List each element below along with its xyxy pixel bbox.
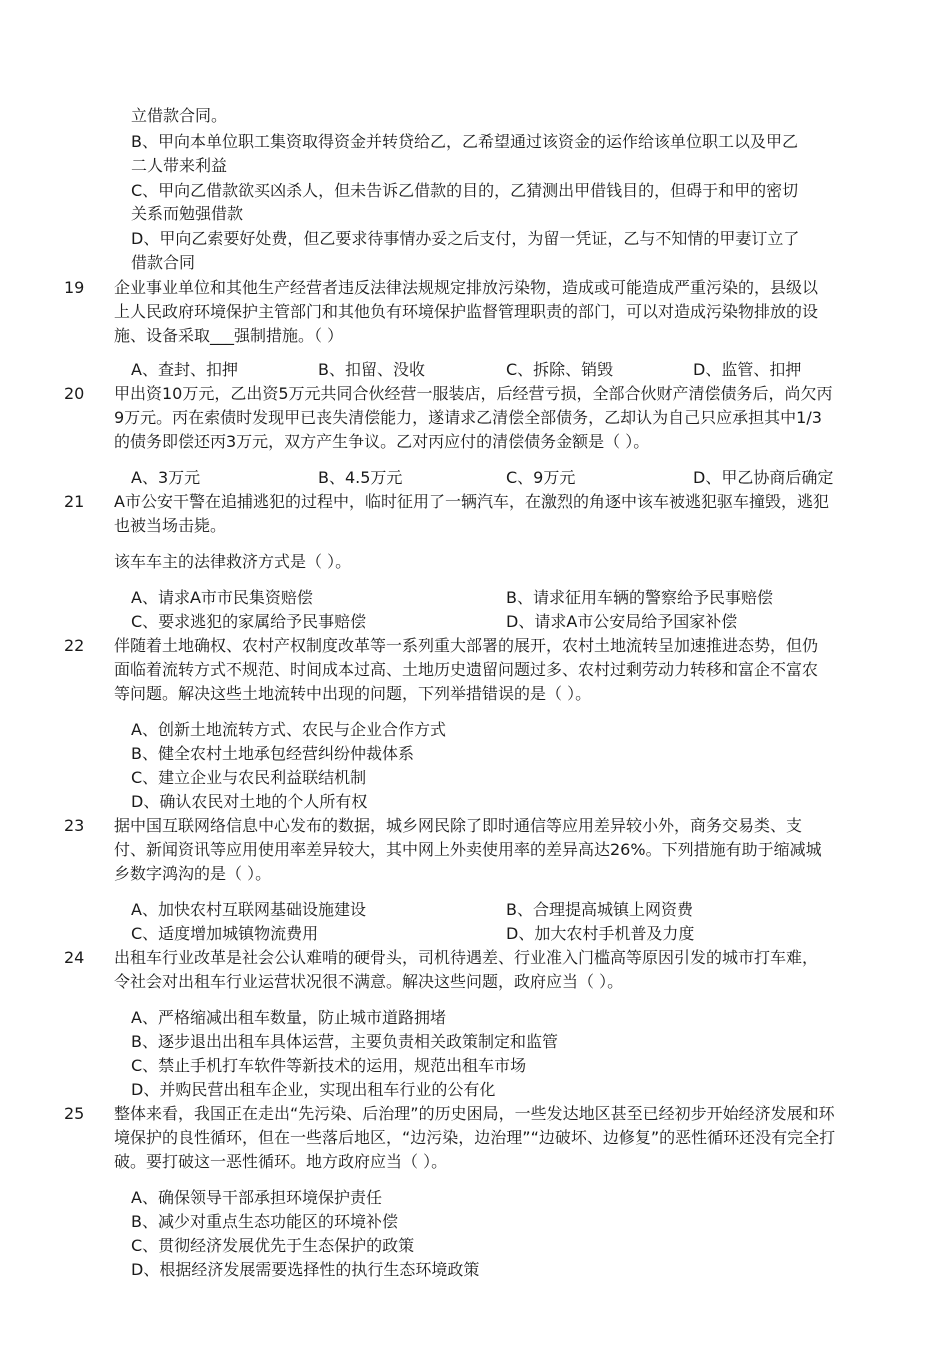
option-d: D、甲乙协商后确定 [693, 468, 834, 487]
question-number: 24 [64, 948, 85, 967]
question-number: 25 [64, 1104, 85, 1123]
option-a: A、严格缩减出租车数量，防止城市道路拥堵 [131, 1008, 446, 1027]
question-number: 23 [64, 816, 85, 835]
option-a: A、3万元 [131, 468, 201, 487]
prev-option-d-line2: 借款合同 [131, 253, 196, 272]
option-b: B、4.5万元 [318, 468, 403, 487]
prev-option-b-line1: B、甲向本单位职工集资取得资金并转贷给乙，乙希望通过该资金的运作给该单位职工以及甲乙 [131, 132, 798, 151]
question-number: 19 [64, 278, 85, 297]
question-stem-line: 等问题。解决这些土地流转中出现的问题，下列举措错误的是（ ）。 [114, 684, 592, 703]
question-stem-line: 的债务即偿还丙3万元，双方产生争议。乙对丙应付的清偿债务金额是（ ）。 [114, 432, 650, 451]
option-c: C、拆除、销毁 [506, 360, 614, 379]
option-c: C、禁止手机打车软件等新技术的运用，规范出租车市场 [131, 1056, 527, 1075]
option-b: B、健全农村土地承包经营纠纷仲裁体系 [131, 744, 414, 763]
option-d: D、并购民营出租车企业，实现出租车行业的公有化 [131, 1080, 496, 1099]
option-d: D、确认农民对土地的个人所有权 [131, 792, 368, 811]
option-b: B、请求征用车辆的警察给予民事赔偿 [506, 588, 773, 607]
question-stem-line: 出租车行业改革是社会公认难啃的硬骨头，司机待遇差、行业准入门槛高等原因引发的城市打车难， [114, 948, 819, 967]
prev-option-c-line1: C、甲向乙借款欲买凶杀人，但未告诉乙借款的目的，乙猜测出甲借钱目的，但碍于和甲的密切 [131, 181, 799, 200]
prev-option-d-line1: D、甲向乙索要好处费，但乙要求待事情办妥之后支付，为留一凭证，乙与不知情的甲妻订立了 [131, 229, 800, 248]
question-number: 22 [64, 636, 85, 655]
option-d: D、监管、扣押 [693, 360, 802, 379]
question-stem-extra: 该车车主的法律救济方式是（ ）。 [114, 552, 352, 571]
question-stem-line: 境保护的良性循环，但在一些落后地区，“边污染，边治理”“边破坏、边修复”的恶性循环还没有完全打 [114, 1128, 836, 1147]
option-c: C、9万元 [506, 468, 576, 487]
option-d: D、请求A市公安局给予国家补偿 [506, 612, 738, 631]
option-d: D、根据经济发展需要选择性的执行生态环境政策 [131, 1260, 480, 1279]
option-c: C、建立企业与农民利益联结机制 [131, 768, 367, 787]
option-d: D、加大农村手机普及力度 [506, 924, 695, 943]
option-b: B、合理提高城镇上网资费 [506, 900, 693, 919]
question-stem-line: 付、新闻资讯等应用使用率差异较大，其中网上外卖使用率的差异高达26%。下列措施有助于缩减城 [114, 840, 822, 859]
question-stem-line: 整体来看，我国正在走出“先污染、后治理”的历史困局，一些发达地区甚至已经初步开始经济发展和环 [114, 1104, 835, 1123]
option-a: A、确保领导干部承担环境保护责任 [131, 1188, 382, 1207]
option-c: C、适度增加城镇物流费用 [131, 924, 319, 943]
prev-option-a-continuation: 立借款合同。 [131, 106, 228, 125]
question-stem-line: A市公安干警在追捕逃犯的过程中，临时征用了一辆汽车，在激烈的角逐中该车被逃犯驱车撞毁，逃犯 [114, 492, 829, 511]
prev-option-b-line2: 二人带来利益 [131, 156, 228, 175]
question-stem-line: 甲出资10万元，乙出资5万元共同合伙经营一服装店，后经营亏损，全部合伙财产清偿债务后，尚欠丙 [114, 384, 833, 403]
question-stem-line: 上人民政府环境保护主管部门和其他负有环境保护监督管理职责的部门，可以对造成污染物排放的设 [114, 302, 819, 321]
question-stem-line: 据中国互联网络信息中心发布的数据，城乡网民除了即时通信等应用差异较小外，商务交易类、支 [114, 816, 803, 835]
question-number: 20 [64, 384, 85, 403]
prev-option-c-line2: 关系而勉强借款 [131, 204, 244, 223]
option-b: B、逐步退出出租车具体运营，主要负责相关政策制定和监管 [131, 1032, 558, 1051]
question-stem-line: 面临着流转方式不规范、时间成本过高、土地历史遗留问题过多、农村过剩劳动力转移和富企不富农 [114, 660, 819, 679]
option-c: C、要求逃犯的家属给予民事赔偿 [131, 612, 367, 631]
question-stem-line: 施、设备采取___强制措施。（ ） [114, 326, 344, 345]
option-a: A、创新土地流转方式、农民与企业合作方式 [131, 720, 446, 739]
question-stem-line: 伴随着土地确权、农村产权制度改革等一系列重大部署的展开，农村土地流转呈加速推进态势，但仍 [114, 636, 819, 655]
question-stem-line: 也被当场击毙。 [114, 516, 227, 535]
question-stem-line: 9万元。丙在索债时发现甲已丧失清偿能力，遂请求乙清偿全部债务，乙却认为自己只应承担其中1/3 [114, 408, 822, 427]
question-stem-line: 乡数字鸿沟的是（ ）。 [114, 864, 272, 883]
option-a: A、加快农村互联网基础设施建设 [131, 900, 366, 919]
option-c: C、贯彻经济发展优先于生态保护的政策 [131, 1236, 415, 1255]
question-stem-line: 令社会对出租车行业运营状况很不满意。解决这些问题，政府应当（ ）。 [114, 972, 624, 991]
question-stem-line: 破。要打破这一恶性循环。地方政府应当（ ）。 [114, 1152, 448, 1171]
question-number: 21 [64, 492, 85, 511]
option-b: B、减少对重点生态功能区的环境补偿 [131, 1212, 398, 1231]
option-a: A、查封、扣押 [131, 360, 238, 379]
option-b: B、扣留、没收 [318, 360, 425, 379]
question-stem-line: 企业事业单位和其他生产经营者违反法律法规规定排放污染物，造成或可能造成严重污染的，县级以 [114, 278, 819, 297]
option-a: A、请求A市市民集资赔偿 [131, 588, 313, 607]
